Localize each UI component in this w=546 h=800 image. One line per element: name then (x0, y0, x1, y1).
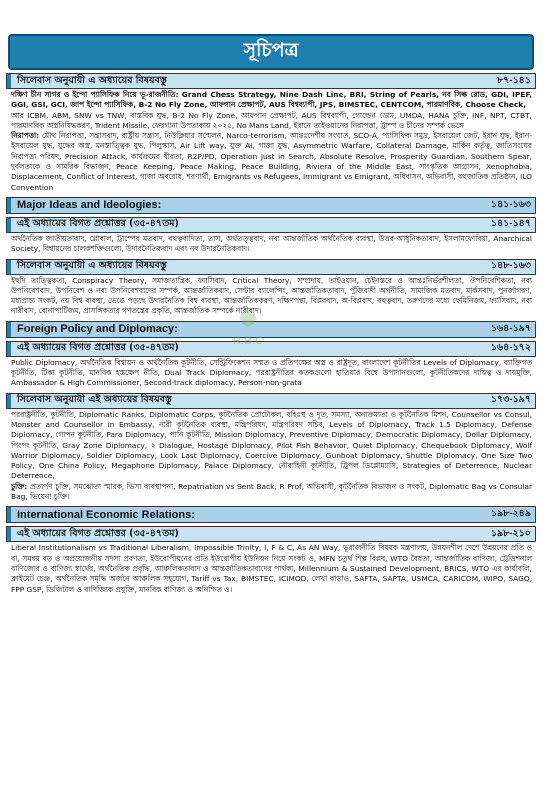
topic-paragraph (11, 482, 532, 503)
topic-paragraph: দক্ষিণ চীন সাগর ও ইন্দো প্যাসিফিক নিয়ে ভূ-রাজনীতি: Grand Chess Strategy, Nine Dash Line, BRI, String of Pearls, নব সিল্ক রোড, GDI, IPEF, GGI, GSI, GCI, জাপ ইন্দো প্যাসিফিক, B-2 No Fly Zone, আফগান প্রেক্ষাপট, AUS বিশ্বব্যাপী, JPS, BIMSTEC, CENTCOM, পারমাণবিক, Choose Check, (11, 90, 532, 110)
topic-paragraph: অর্থনৈতিক জাতীয়তাবাদ, গ্লোবাল, ট্রাম্পের মতবাদ, বহুত্ববাদিতা, তাস, অর্থতত্ত্ববাদ, নব্য আন্তর্জাতিক অর্থনৈতিক ব্যবস্থা, উত্তর-আধুনিকতাবাদ, ইসলামফোবিয়া, Anarchical Society, বিশ্বায়নের চালকশক্তিগুলো, উদারনৈতিকবাদ এবং নব উদারনৈতিকবাদ। (11, 233, 532, 254)
topic-paragraph: আর ICBM, ABM, SNW vs TNW, বাস্তবিক যুদ্ধ, B-2 No Fly Zone, আফগান প্রেক্ষাপট, AUS বিশ্বব্যাপী, গোল্ডেন ডোম, UMDA, HANA চুক্তি, INF, NPT, CTBT, পারমাণবিক অস্ত্রনিষিদ্ধকরণ, Trident Missile, ফেরগানা উপত্যকায় ২০২৫, No Mans Land, ইরানে তাইওয়ানের নিরাপত্তা, ট্রাম্প ও চীনের সম্পর্ক ভেঙ্গে (11, 110, 532, 130)
page-title-banner (8, 34, 534, 70)
section-body (6, 89, 536, 194)
section-body (6, 233, 536, 256)
section-title: সিলেবাস অনুযায়ী এ অধ্যায়ের বিষয়বস্তু (17, 260, 167, 272)
chapter-header-foreign-policy (6, 321, 536, 338)
watermark-text: R.B.C (233, 335, 263, 347)
chapter-header-economic-relations (6, 506, 536, 523)
section-title: এই অধ্যায়ের বিগত প্রশ্নোত্তর (৩৫-৪৭তম) (17, 342, 179, 354)
section-header-past-questions-1 (6, 217, 536, 233)
section-title: সিলেবাস অনুযায়ী এ অধ্যায়ের বিষয়বস্তু (17, 74, 167, 86)
chapter-title: Foreign Policy and Diplomacy: (17, 323, 178, 336)
chapter-header-major-ideas (6, 197, 536, 214)
chapter-title: International Economic Relations: (17, 508, 195, 521)
topic-text: প্রত্যর্পণ চুক্তি, সমঝোতা স্মারক, ভিসা ব্যবস্থাপনা, Repatriation vs Sent Back, R Prof, অভিবাসী, কূটনৈতিক বিভাজন ও সংকট, Diplomatic Bag vs Consular Bag, ভিয়েনা চুক্তি। (11, 481, 532, 502)
section-header-syllabus-1 (6, 73, 536, 89)
page-range: ১৯৮-২১০ (490, 527, 531, 539)
section-header-past-questions-3 (6, 526, 536, 542)
section-body (6, 542, 536, 595)
topic-paragraph: Liberal Institutionalism vs Traditional Liberalism, Impossible Trinity, I, F & C, As AN Way, ভূরাজনীতি বিষয়ক মন্ত্রণালয়, উন্নয়নশীল দেশে উন্নয়নের প্রতি ও বা, সমন্বয় বড় ও অপ্রয়োজনীয় সদস্য প্রবণতা, ইউরোপীয়নের প্রতি ইউরোপীয় ইউনিয়ন নিয়ে সংকট ও, MFN চতুর্থ শিল্প বিপ্লব, WTO বৈধতা, আন্তর্জাতিক বাণিজ্য, ট্রেডিশনাল বাণিজ্যের ও বাণিজ্য স্বার্থের, অর্থনৈতিক প্রবৃদ্ধি, আঞ্চলিকতাবাদ ও আন্তর্জাতিকতাবাদের পার্থক্য, Millennium & Sustained Development, BRICS, WTO এর কার্যাবলি, ক্লাইমেট চেঞ্জ, অর্থনৈতিক সমৃদ্ধি অর্জনে আঞ্চলিক সহযোগ, Tariff vs Tax, BIMSTEC, ICIMOD, লেখা বাড়াও, SAFTA, SAPTA, USMCA, CARICOM, WIPO, SAGQ, FPP GSP, ডিজিটাল ও বাণিজ্যিক প্রযুক্তি, মানবিক বাণিজ্য ও অনিশ্চিত ও। (11, 543, 532, 594)
section-title: এই অধ্যায়ের বিগত প্রশ্নোত্তর (৩৫-৪৭তম) (17, 218, 179, 230)
page-title: সূচিপত্র (243, 39, 299, 61)
topic-paragraph: পররাষ্ট্রনীতি, কূটনীতি, Diplomatic Ranks, Diplomatic Corps, কূটনৈতিক প্রোটোকল, বহিঃস্থ ও দূত, সমস্যা, অনাক্রম্যতা ও কূটনৈতিক মিশন, Counsellor vs Consul, Monster and Counsellor in Embassy, নারী কূটনৈতিক ব্যবস্থা, মন্ত্রিপরিষদ, মন্ত্রিপরিষদ সচিব, Levels of Diplomacy, Track 1.5 Diplomacy, Defense Diplomacy, গোপন কূটনীতি, Para Diplomacy, পানি কূটনীতি, Mission Diplomacy, Preventive Diplomacy, Democratic Diplomacy, Dollar Diplomacy, পিংপং কূটনীতি, Gray Zone Diplomacy, ২ Dialogue, Hostage Diplomacy, Pilot Fish Behavior, Quiet Diplomacy, Chequebook Diplomacy, Wolf Warrior Diplomacy, Soldier Diplomacy, Look Last Diplomacy, Coercive Diplomacy, Gunboat Diplomacy, Shuttle Diplomacy, One Size Two Policy, One China Policy, Megaphone Diplomacy, Palace Diplomacy, নৌবাহিনী কূটনীতি, ট্রিপল ডিপ্লোম্যাসি, Strategies of Deterrence, Nuclear Deterrence, (11, 409, 532, 481)
topic-paragraph: ইহুদি তাত্ত্বিকতা, Conspiracy Theory, সমাজতান্ত্রিক, ফ্যাসিবাদ, Critical Theory, সম্প্রদায়, তাইওয়ান, চেইনস্তরে ও আন্তঃনির্ভরশীলতা, ঔপনিবেশিকতা, নব্য উপনিবেশবাদ, উপনিবেশ ও নব্য উপনিবেশবাদের সম্পর্ক, আন্তর্জাতিকবাদ, সেন্টার ব্যালেন্সিং, আন্তর্জাতিকতাবাদ, পুঁজিবাদী অর্থনীতি, সামাজিক মতবাদ, মার্কসবাদ, পুনর্জাগরণ, মধ্যপ্রাচ্য সংকট, নয় বিশ্ব ব্যবস্থা, ভেঙে পড়ছে উদারনৈতিক বিশ্ব ব্যবস্থা, আন্তর্জাতিককরণ, দক্ষিণপন্থা, বিপ্লববাদ, অ-বিপ্লবাদ, বহুত্ববাদ, তরুণদের মধ্যে ফেমিনিজম, ফ্যাসিবাদ, নব্য নারীবাদ, বোনাপার্টিজম, প্রাসঙ্গিকতার গণতন্ত্রের প্রকৃতি, আন্তর্জাতিক সম্পর্কে নারীবাদ। (11, 275, 532, 316)
section-body (6, 275, 536, 318)
topic-label: নিরাপত্তা: (11, 131, 40, 141)
section-title: এই অধ্যায়ের বিগত প্রশ্নোত্তর (৩৫-৪৭তম) (17, 527, 179, 539)
section-header-past-questions-2 (6, 341, 536, 357)
section-title: সিলেবাস অনুযায়ী এই অধ্যায়ের বিষয়বস্তু (17, 394, 172, 406)
page-range: ১৪৮-১৬৩ (490, 260, 531, 272)
section-body (6, 409, 536, 504)
topic-paragraph: Public Diplomacy, অর্থনৈতিক বিশ্বায়ন ও অর্থনৈতিক কূটনীতি, সেন্ট্রিফিকেশন সম্মত ও প্রতিপক্ষের অস্ত্র ও রাষ্ট্রদূত, বাংলাদেশ কূটনীতির Levels of Diplomacy, ব্যাক্তিগত কূটনীতি, টিকা কূটনীতি, মানবিক হস্তক্ষেপ নীতি, Dual Track Diplomacy, পররাষ্ট্রনীতির কতকগুলো হাতিয়ার বিশ্বে উপাদানগুলো, কূটনীতিকদের দায়িত্ব ও দায়মুক্তি, Ambassador & High Commissioner, Second-track diplomacy, Person-non-grata (11, 357, 532, 388)
section-header-syllabus-2 (6, 259, 536, 275)
section-header-syllabus-3 (6, 393, 536, 409)
page-range: ১৪১-১৪৭ (490, 218, 531, 230)
page-range: ৮৭-১৪১ (497, 74, 531, 86)
page-range: ১৪১-১৬৩ (490, 198, 531, 210)
chapter-title: Major Ideas and Ideologies: (17, 199, 162, 212)
topic-paragraph (11, 131, 532, 193)
page-range: ১৬৪-১৯৭ (490, 322, 531, 334)
page-range: ১৯৮-২৪৯ (490, 508, 531, 520)
toc-content (6, 70, 536, 596)
topic-text: মৌথ নিরাপত্তা, সন্ত্রাসবাদ, রাষ্ট্রীয় সন্ত্রাস, নিউক্লিয়ার সম্মেলন, Narco-terrorism, আন্তঃদেশীয় সংঘাত, SCO-A, প্যাসিফিক সমুদ্র, ইসরায়েল জেট, ইরান যুদ্ধ, ইরান-ইসরায়েল যুদ্ধ, যুদ্ধের অস্ত্র, মনস্তাত্ত্বিক যুদ্ধ, পিলুস্কাস, Air Lift way, যুক্ত AI, গাজা যুদ্ধ, Asymmetric Warfare, Collateral Damage, মার্কিন কর্তৃত্ব, জাতিসংঘের নিরাপত্তা পরিষদ, Precision Attack, কার্যক্রমের ধীরতা, R2P/PD, Operation Just in Search, Absolute Resolve, Prosperity Guardian, Southern Spear, দুর্বলতাকে ও সামরিক বিভাজন, Peace Keeping, Peace Making, Peace Building, Riviera of the Middle East, সাংস্কৃতিক আগ্রাসন, Xenophobia, Displacement, Conflict of Interest, গাজা অবরোধ, শরণার্থী, Emigrants vs Refugees, Immigrant vs Emigrant, অধিবাসন, অভিবাসী, বহুজাতিক প্রতিষ্ঠান, ILO Convention (11, 131, 532, 192)
page-range: ১৬৪-১৭২ (490, 342, 531, 354)
page-range: ১৭৩-১৯৭ (490, 394, 531, 406)
section-body (6, 357, 536, 390)
topic-label: চুক্তি: (11, 481, 28, 491)
